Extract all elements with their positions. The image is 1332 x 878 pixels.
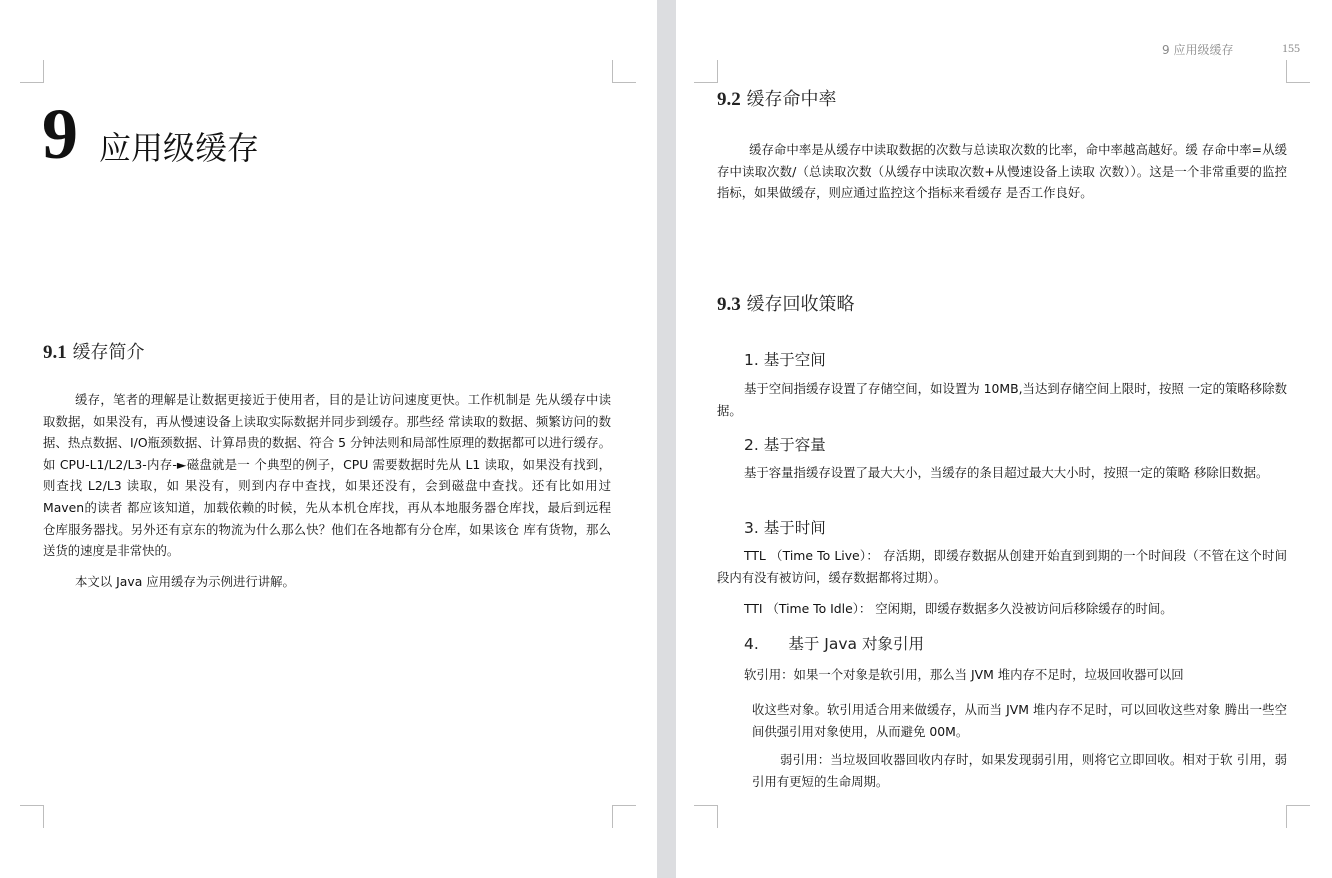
crop-mark [694, 60, 718, 83]
crop-mark [20, 60, 44, 83]
crop-mark [20, 805, 44, 828]
crop-mark [694, 805, 718, 828]
crop-mark [612, 805, 636, 828]
page-number: 155 [1282, 41, 1300, 55]
intro-paragraph: 缓存，笔者的理解是让数据更接近于使用者，目的是让访问速度更快。工作机制是 先从缓存中读取数据，如果没有，再从慢速设备上读取实际数据并同步到缓存。那些经 常读取的数据、频繁访问的数据、热点数据、I/O瓶颈数据、计算昂贵的数据、符合 5 分钟法则和局部性原理的数据都可以进行缓存。如 CPU-L1/L2/L3-内存-►磁盘就是一 个典型的例子，CPU 需要数据时先从 L1 读取，如果没有找到，则查找 L2/L3 读取，如 果没有，则到内存中查找，如果还没有，会到磁盘中查找。还有比如用过 Maven的读者 都应该知道，加载依赖的时候，先从本机仓库找，再从本地服务器仓库找，最后到远程 仓库服务器找。另外还有京东的物流为什么那么快？他们在各地都有分仓库，如果该仓 库有货物，那么送货的速度是非常快的。 [43, 392, 611, 559]
tti-text: TTI （Time To Idle）： 空闲期，即缓存数据多久没被访问后移除缓存的时间。 [744, 601, 1173, 616]
item-text-capacity: 基于容量指缓存设置了最大大小，当缓存的条目超过最大大小时，按照一定的策略 移除旧数据。 [744, 465, 1269, 480]
weak-reference-text: 弱引用：当垃圾回收器回收内存时，如果发现弱引用，则将它立即回收。相对于软 引用，弱引用有更短的生命周期。 [752, 752, 1287, 789]
soft-reference-text: 收这些对象。软引用适合用来做缓存，从而当 JVM 堆内存不足时，可以回收这些对象 腾出一些空间供强引用对象使用，从而避免 00M。 [752, 702, 1287, 739]
right-page [676, 0, 1332, 878]
section-heading-9-1: 9.1 缓存简介 [43, 342, 145, 363]
intro-paragraph-2: 本文以 Java 应用缓存为示例进行讲解。 [75, 574, 295, 589]
item-heading-capacity: 2. 基于容量 [744, 436, 826, 454]
item-text-space: 基于空间指缓存设置了存储空间，如设置为 10MB,当达到存储空间上限时，按照 一定的策略移除数据。 [717, 381, 1287, 418]
section-heading-9-3: 9.3 缓存回收策略 [717, 294, 855, 315]
item-heading-java-reference: 4. 基于 Java 对象引用 [744, 635, 924, 653]
item-heading-space: 1. 基于空间 [744, 351, 826, 369]
running-header: 9 应用级缓存 [1162, 43, 1234, 57]
crop-mark [1286, 805, 1310, 828]
left-page [0, 0, 657, 878]
hit-rate-paragraph: 缓存命中率是从缓存中读取数据的次数与总读取次数的比率，命中率越高越好。缓 存命中率=从缓存中读取次数/（总读取次数（从缓存中读取次数+从慢速设备上读取 次数））。这是一个非常重要的监控指标，如果做缓存，则应通过监控这个指标来看缓存 是否工作良好。 [717, 142, 1287, 201]
chapter-number: 9 [42, 94, 78, 174]
ttl-text: TTL （Time To Live）： 存活期，即缓存数据从创建开始直到到期的一个时间段（不管在这个时间段内有没有被访问，缓存数据都将过期）。 [717, 548, 1287, 585]
chapter-title: 应用级缓存 [99, 129, 260, 167]
crop-mark [612, 60, 636, 83]
item-heading-time: 3. 基于时间 [744, 519, 826, 537]
crop-mark [1286, 60, 1310, 83]
soft-reference-line: 软引用：如果一个对象是软引用，那么当 JVM 堆内存不足时，垃圾回收器可以回 [744, 667, 1184, 682]
section-heading-9-2: 9.2 缓存命中率 [717, 89, 837, 110]
